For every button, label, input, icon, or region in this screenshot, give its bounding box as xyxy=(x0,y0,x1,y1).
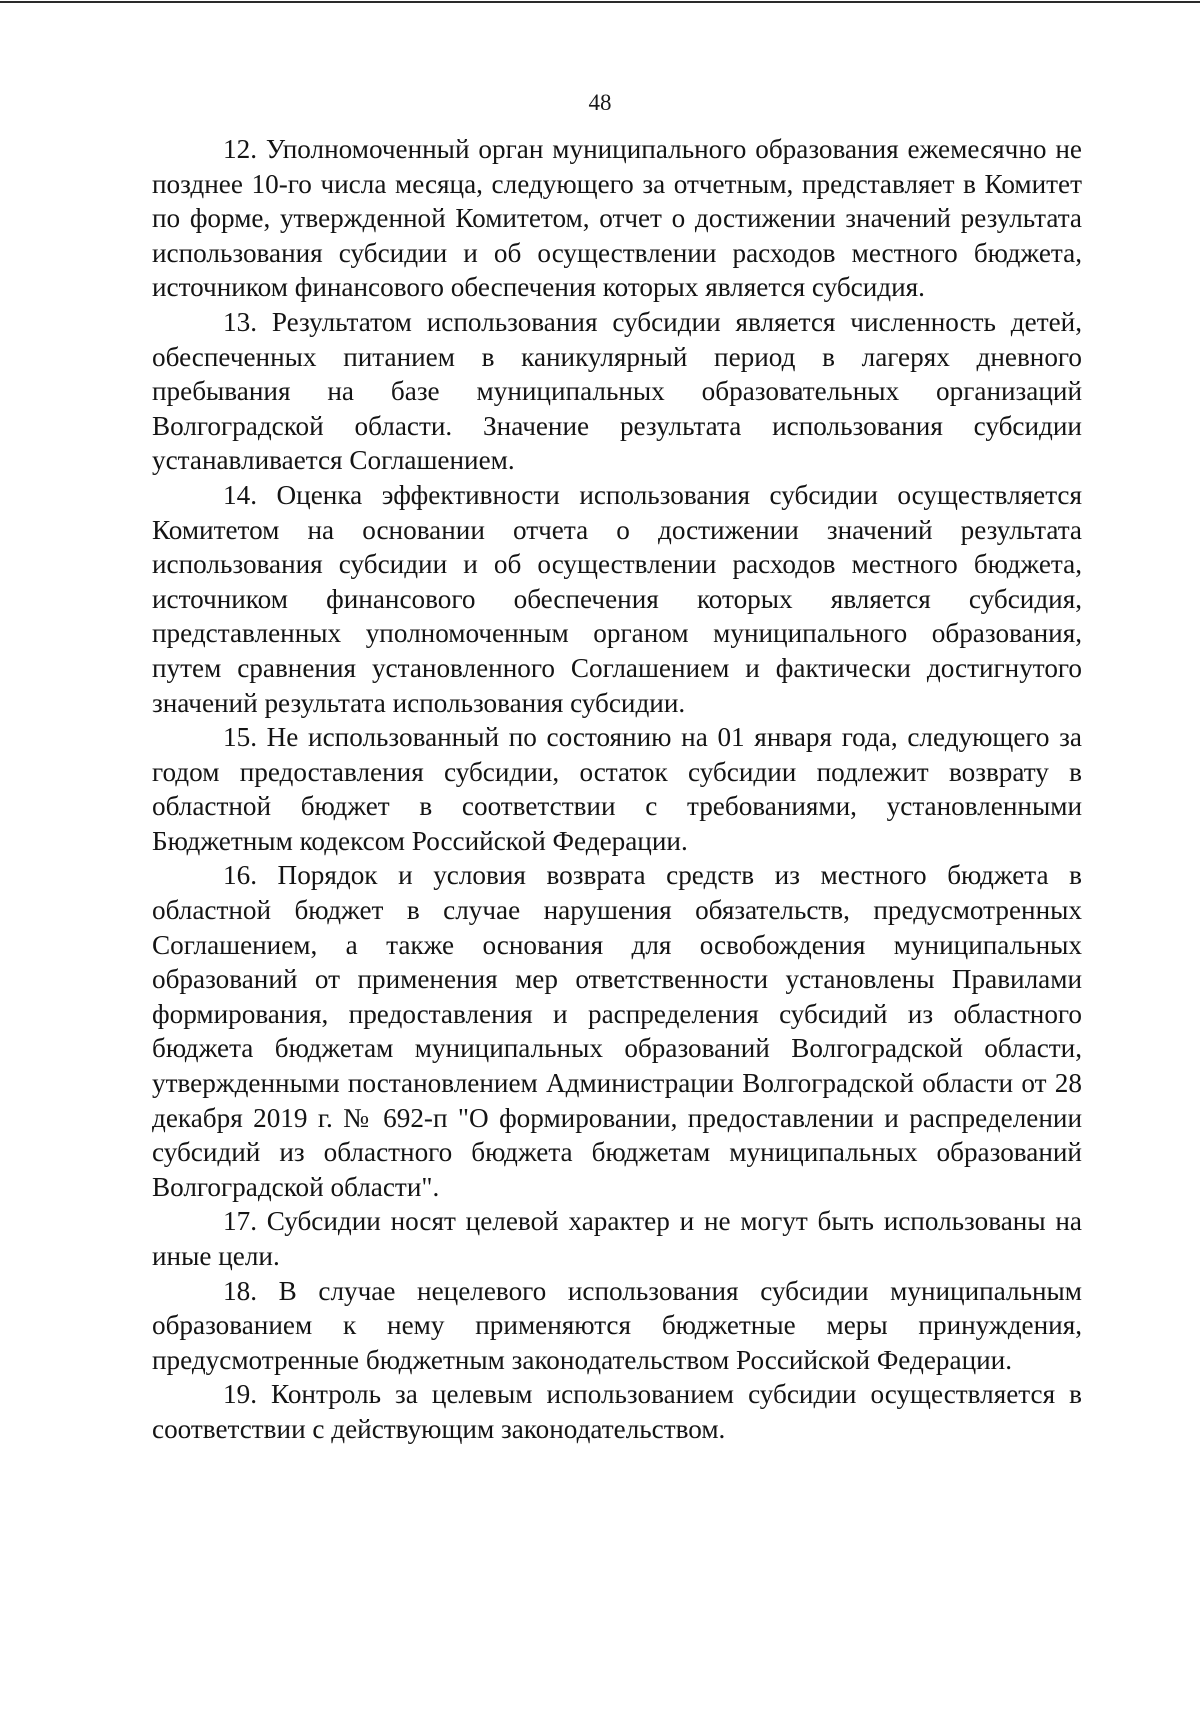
paragraph-19: 19. Контроль за целевым использованием субсидии осуществляется в соответствии с действующим законодательством. xyxy=(152,1379,1082,1444)
paragraph-15: 15. Не использованный по состоянию на 01 января года, следующего за годом предоставления субсидии, остаток субсидии подлежит возврату в областной бюджет в соответствии с требованиями, установленными Бюджетным кодексом Российской Федерации. xyxy=(152,722,1082,856)
paragraph-17: 17. Субсидии носят целевой характер и не могут быть использованы на иные цели. xyxy=(152,1206,1082,1271)
paragraph-18: 18. В случае нецелевого использования субсидии муниципальным образованием к нему применяются бюджетные меры принуждения, предусмотренные бюджетным законодательством Российской Федерации. xyxy=(152,1275,1082,1375)
page-number: 48 xyxy=(588,90,612,115)
top-edge-line xyxy=(0,1,1200,3)
document-body xyxy=(152,132,1082,1447)
paragraph-13: 13. Результатом использования субсидии является численность детей, обеспеченных питанием в каникулярный период в лагерях дневного пребывания на базе муниципальных образовательных организаций Волгоградской области. Значение результата использования субсидии устанавливается Соглашением. xyxy=(152,306,1082,476)
paragraph-14: 14. Оценка эффективности использования субсидии осуществляется Комитетом на основании отчета о достижении значений результата использования субсидии и об осуществлении расходов местного бюджета, источником финансового обеспечения которых является субсидия, представленных уполномоченным органом муниципального образования, путем сравнения установленного Соглашением и фактически достигнутого значений результата использования субсидии. xyxy=(152,479,1082,718)
paragraph-16: 16. Порядок и условия возврата средств из местного бюджета в областной бюджет в случае нарушения обязательств, предусмотренных Соглашением, а также основания для освобождения муниципальных образований от применения мер ответственности установлены Правилами формирования, предоставления и распределения субсидий из областного бюджета бюджетам муниципальных образований Волгоградской области, утвержденными постановлением Администрации Волгоградской области от 28 декабря 2019 г. № 692-п "О формировании, предоставлении и распределении субсидий из областного бюджета бюджетам муниципальных образований Волгоградской области". xyxy=(152,860,1082,1202)
paragraph-12: 12. Уполномоченный орган муниципального образования ежемесячно не позднее 10-го числа месяца, следующего за отчетным, представляет в Комитет по форме, утвержденной Комитетом, отчет о достижении значений результата использования субсидии и об осуществлении расходов местного бюджета, источником финансового обеспечения которых является субсидия. xyxy=(152,134,1082,303)
